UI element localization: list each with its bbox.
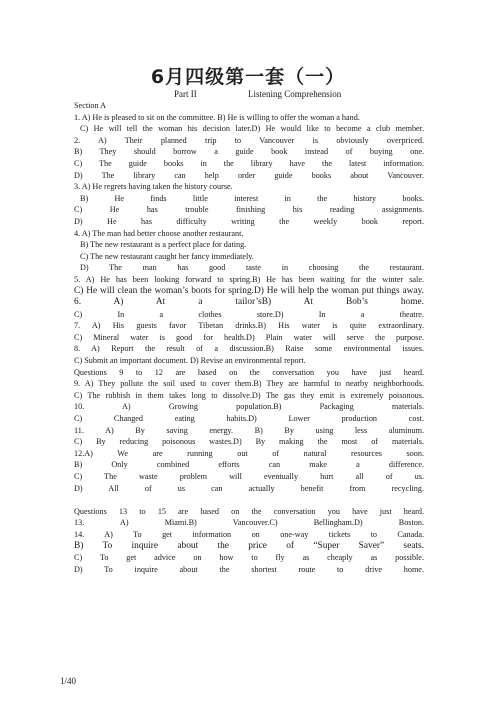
- text-line: B) To inquire about the price of “Super Saver” seats.: [74, 540, 424, 551]
- text-line: B) The new restaurant is a perfect place for dating.: [80, 240, 247, 250]
- text-line: C) He will clean the woman’s boots for spring.D) He will help the woman put things away.: [74, 285, 424, 296]
- text-line: C) To get advice on how to fly as cheaply as possible.: [74, 553, 424, 563]
- text-line: B) He finds little interest in the history books.: [80, 193, 424, 203]
- text-line: 10. A) Growing population.B) Packaging materials.: [74, 402, 424, 412]
- text-line: 8. A) Report the result of a discussion.B) Raise some environmental issues.: [74, 344, 424, 354]
- question-body: [74, 100, 424, 575]
- text-line: C) Mineral water is good for health.D) Plain water will serve the purpose.: [74, 332, 424, 342]
- text-line: 2. A) Their planned trip to Vancouver is obviously overpriced.: [74, 135, 424, 145]
- text-line: D) The man has good taste in choosing the restaurant.: [80, 263, 424, 273]
- text-line: B) Only combined efforts can make a difference.: [74, 460, 424, 470]
- text-line: Questions 13 to 15 are based on the conversation you have just heard.: [74, 506, 424, 516]
- spacer: [74, 494, 424, 506]
- text-line: C) He will tell the woman his decision later.D) He would like to become a club member.: [80, 124, 424, 134]
- text-line: D) He has difficulty writing the weekly book report.: [74, 216, 424, 226]
- section-name: Listening Comprehension: [248, 89, 342, 99]
- part-label: Part II: [174, 89, 197, 99]
- text-line: 1. A) He is pleased to sit on the committee. B) He is willing to offer the woman a hand.: [74, 112, 360, 122]
- text-line: 4. A) The man had better choose another restaurant.: [74, 228, 244, 238]
- text-line: D) All of us can actually benefit from recycling.: [74, 483, 424, 493]
- text-line: 11. A) By saving energy. B) By using less aluminum.: [74, 425, 424, 435]
- text-line: 9. A) They pollute the soil used to cover them.B) They are harmful to nearby neighborhoods.: [74, 379, 424, 389]
- text-line: C) In a clothes store.D) In a theatre.: [74, 309, 424, 319]
- text-line: 7. A) His guests favor Tibetan drinks.B) His water is quite extraordinary.: [74, 321, 424, 331]
- text-line: C) Changed eating habits.D) Lower production cost.: [74, 414, 424, 424]
- text-line: C) The guide books in the library have the latest information.: [74, 158, 424, 168]
- text-line: C) Submit an important document. D) Revise an environmental report.: [74, 356, 306, 366]
- text-line: D) To inquire about the shortest route to drive home.: [74, 564, 424, 574]
- text-line: 13. A) Miami.B) Vancouver.C) Bellingham.D) Boston.: [74, 518, 424, 528]
- text-line: 5. A) He has been looking forward to spring.B) He has been waiting for the winter sale.: [74, 274, 424, 284]
- text-line: 6. A) At a tailor’sB) At Bob’s home.: [74, 297, 424, 308]
- text-line: 14. A) To get information on one-way tickets to Canada.: [74, 529, 424, 539]
- section-label: Section A: [74, 101, 107, 110]
- text-line: 3. A) He regrets having taken the history course.: [74, 182, 233, 192]
- text-line: C) The waste problem will eventually hurt all of us.: [74, 472, 424, 481]
- text-line: C) By reducing poisonous wastes.D) By making the most of materials.: [74, 437, 424, 447]
- text-line: C) The new restaurant caught her fancy immediately.: [80, 251, 254, 261]
- text-line: C) He has trouble finishing his reading assignments.: [74, 205, 424, 215]
- text-line: D) The library can help order guide books about Vancouver.: [74, 170, 424, 180]
- page-number: 1/40: [60, 676, 77, 686]
- text-line: Questions 9 to 12 are based on the conversation you have just heard.: [74, 367, 424, 377]
- page-title: 6月四级第一套（一）: [150, 66, 346, 88]
- text-line: 12.A) We are running out of natural resources soon.: [74, 448, 424, 458]
- text-line: C) The rubbish in them takes long to dissolve.D) The gas they emit is extremely poisonous.: [74, 390, 424, 400]
- text-line: B) They should borrow a guide book instead of buying one.: [74, 147, 424, 157]
